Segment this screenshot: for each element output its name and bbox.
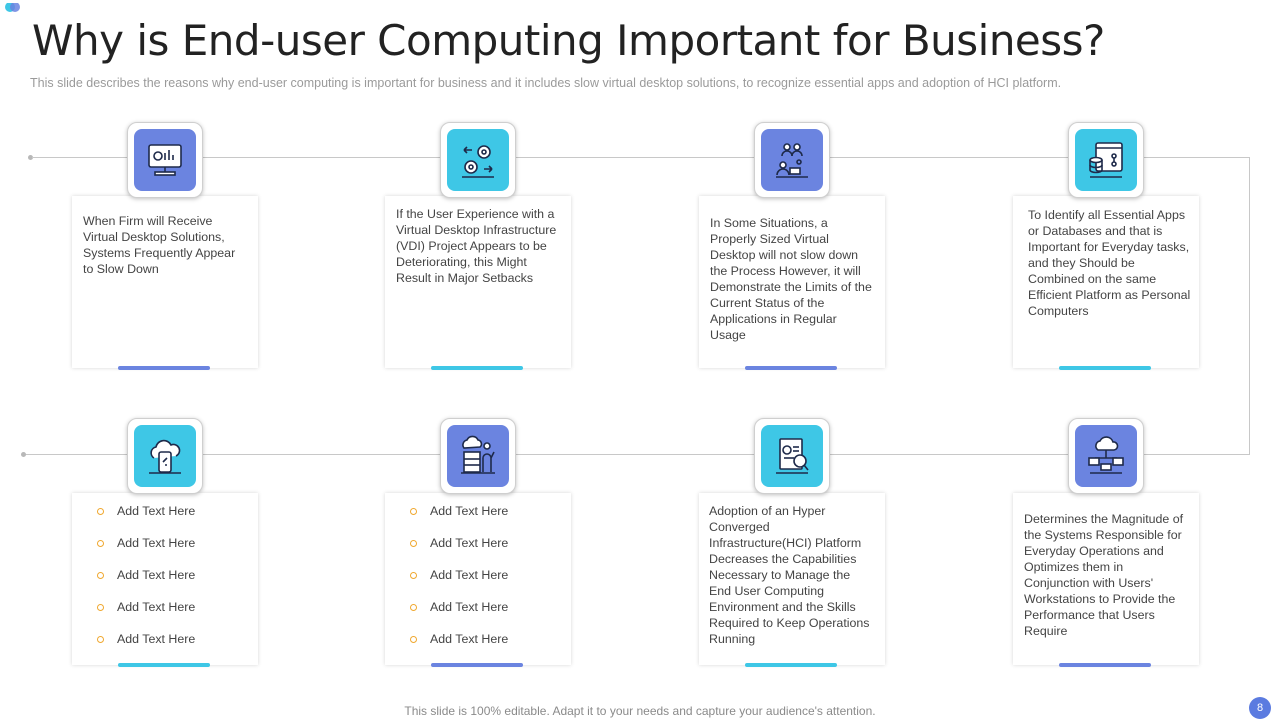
connector-line-bottom — [24, 454, 1250, 455]
document-search-icon — [770, 434, 814, 478]
cloud-mobile-icon — [143, 434, 187, 478]
monitor-dashboard-icon — [143, 138, 187, 182]
icon-tile — [1068, 122, 1144, 198]
bullet-item: Add Text Here — [96, 599, 195, 631]
card-accent-bar — [745, 366, 837, 370]
cloud-network-icon — [1084, 434, 1128, 478]
page-subtitle: This slide describes the reasons why end-user computing is important for business and it includes slow virtual desktop solutions, to recognize essential apps and adoption of HCI platform. — [30, 76, 1062, 90]
bullet-item: Add Text Here — [409, 631, 508, 663]
logo-icon — [3, 0, 25, 10]
card-accent-bar — [431, 366, 523, 370]
bullet-item: Add Text Here — [96, 567, 195, 599]
card-essential-apps — [1013, 196, 1199, 368]
card-accent-bar — [431, 663, 523, 667]
card-hci-adoption — [699, 493, 885, 665]
card-bullets-1 — [72, 493, 258, 665]
card-accent-bar — [118, 366, 210, 370]
bullet-item: Add Text Here — [96, 535, 195, 567]
card-system-magnitude — [1013, 493, 1199, 665]
card-sized-desktop — [699, 196, 885, 368]
team-meeting-icon — [770, 138, 814, 182]
bullet-item: Add Text Here — [409, 503, 508, 535]
bullet-item: Add Text Here — [96, 631, 195, 663]
bullet-item: Add Text Here — [409, 535, 508, 567]
bullet-item: Add Text Here — [409, 599, 508, 631]
card-slow-desktop — [72, 196, 258, 368]
connector-line-right — [1249, 157, 1250, 455]
connector-end-dot — [21, 452, 26, 457]
card-text: Determines the Magnitude of the Systems Responsible for Everyday Operations and Optimizes them in Conjunction with Users' Workstations to Provide the Performance that Users Require — [1024, 512, 1184, 638]
card-accent-bar — [1059, 366, 1151, 370]
icon-tile — [127, 122, 203, 198]
card-text: When Firm will Receive Virtual Desktop Solutions, Systems Frequently Appear to Slow Down — [83, 214, 236, 276]
card-text: Adoption of an Hyper Converged Infrastructure(HCI) Platform Decreases the Capabilities Necessary to Manage the End User Computing Environment and the Skills Required to Keep Operations Running — [709, 504, 870, 646]
card-accent-bar — [745, 663, 837, 667]
bullet-item: Add Text Here — [96, 503, 195, 535]
footer-note: This slide is 100% editable. Adapt it to your needs and capture your audience's attention. — [404, 704, 876, 718]
page-title: Why is End-user Computing Important for Business? — [32, 16, 1105, 65]
card-vdi-experience — [385, 196, 571, 368]
card-text: To Identify all Essential Apps or Databases and that is Important for Everyday tasks, and they Should be Combined on the same Efficient Platform as Personal Computers — [1028, 208, 1191, 318]
card-accent-bar — [118, 663, 210, 667]
page-number-badge: 8 — [1249, 697, 1271, 719]
gears-arrows-icon — [456, 138, 500, 182]
icon-tile — [754, 418, 830, 494]
card-bullets-2 — [385, 493, 571, 665]
icon-tile — [754, 122, 830, 198]
card-accent-bar — [1059, 663, 1151, 667]
icon-tile — [440, 418, 516, 494]
icon-tile — [1068, 418, 1144, 494]
icon-tile — [127, 418, 203, 494]
database-dashboard-icon — [1084, 138, 1128, 182]
card-text: In Some Situations, a Properly Sized Virtual Desktop will not slow down the Process However, it will Demonstrate the Limits of the Current Status of the Applications in Regular Usage — [710, 216, 872, 342]
bullet-item: Add Text Here — [409, 567, 508, 599]
cloud-server-person-icon — [456, 434, 500, 478]
icon-tile — [440, 122, 516, 198]
card-text: If the User Experience with a Virtual Desktop Infrastructure (VDI) Project Appears to be Deteriorating, this Might Result in Major Setbacks — [396, 207, 557, 285]
